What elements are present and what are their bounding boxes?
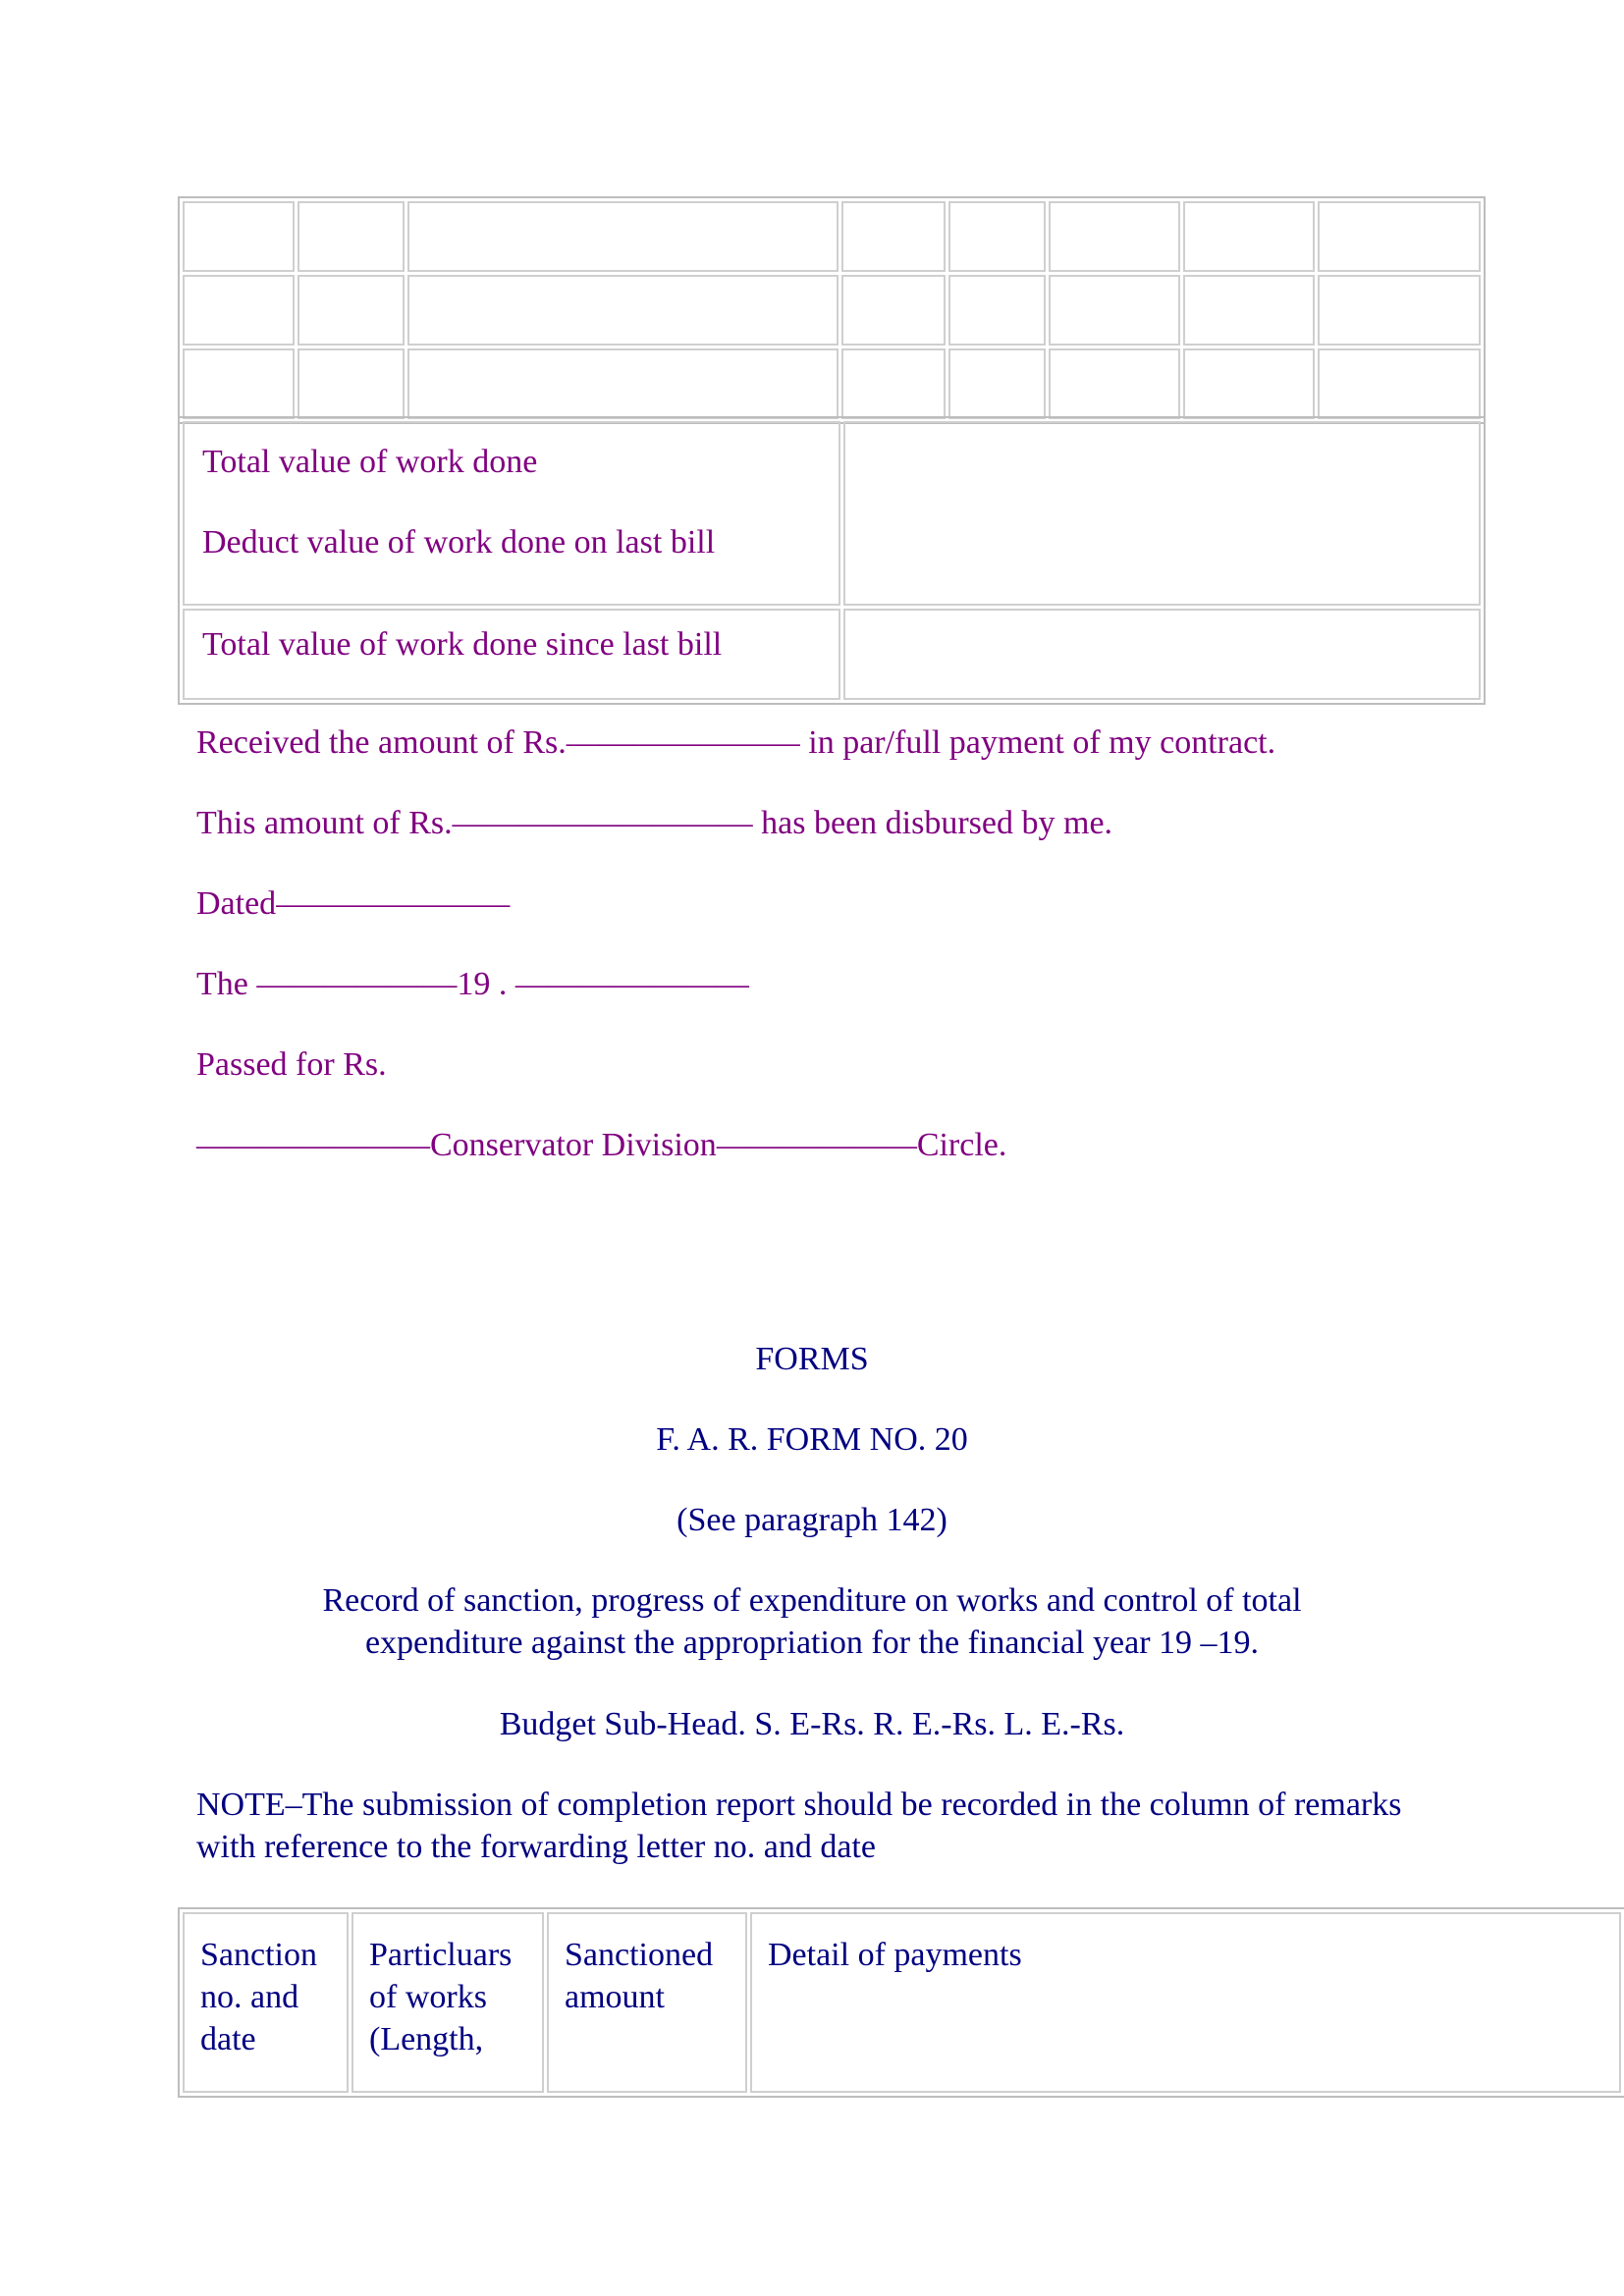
dated-label: Dated xyxy=(196,885,277,922)
amount-suffix: has been disbursed by me. xyxy=(752,805,1113,841)
the-year: 19 . xyxy=(457,966,515,1002)
deduct-value-label: Deduct value of work done on last bill xyxy=(202,524,716,561)
table-cell xyxy=(1318,348,1481,419)
table-cell xyxy=(1183,201,1315,272)
header-sanction-no: Sanction no. and date xyxy=(183,1912,349,2093)
table-cell xyxy=(298,348,405,419)
table-cell xyxy=(1049,201,1180,272)
table-cell xyxy=(1318,201,1481,272)
table-cell xyxy=(1049,275,1180,346)
record-table xyxy=(178,1907,1624,2098)
work-totals-table xyxy=(178,416,1486,705)
header-particulars: Particluars of works (Length, xyxy=(352,1912,544,2093)
received-prefix: Received the amount of Rs. xyxy=(196,724,567,761)
circle-text: Circle. xyxy=(916,1127,1007,1163)
table-cell xyxy=(948,348,1046,419)
header-sanctioned-amount: Sanctioned amount xyxy=(547,1912,747,2093)
table-cell xyxy=(407,275,839,346)
note-text: NOTE–The submission of completion report should be recorded in the column of remarks with reference to the forwarding letter no. and date xyxy=(196,1787,1402,1865)
table-cell xyxy=(183,275,295,346)
received-suffix: in par/full payment of my contract. xyxy=(799,724,1276,761)
table-row xyxy=(183,609,1481,700)
form-description-line-1: Record of sanction, progress of expenditure on works and control of total xyxy=(322,1582,1302,1619)
table-row xyxy=(183,421,1481,606)
conservator-line xyxy=(196,1126,1006,1165)
table-cell xyxy=(948,275,1046,346)
table-row xyxy=(183,201,1481,272)
table-cell xyxy=(1183,275,1315,346)
conservator-blank-1: ——————— xyxy=(196,1127,430,1163)
table-cell xyxy=(1318,275,1481,346)
work-done-value-cell xyxy=(843,421,1481,606)
table-cell xyxy=(407,348,839,419)
passed-for-line: Passed for Rs. xyxy=(196,1046,387,1083)
section-title: FORMS xyxy=(755,1341,869,1377)
table-cell xyxy=(1183,348,1315,419)
conservator-blank-2: —————— xyxy=(716,1127,917,1163)
total-since-last-value-cell xyxy=(843,609,1481,700)
form-number: F. A. R. FORM NO. 20 xyxy=(656,1421,968,1458)
table-cell xyxy=(841,201,946,272)
the-blank-2: ——————— xyxy=(514,966,749,1002)
table-cell xyxy=(1049,348,1180,419)
disbursed-amount-line xyxy=(196,804,1112,843)
table-cell xyxy=(407,201,839,272)
header-detail-of-payments: Detail of payments xyxy=(750,1912,1621,2093)
amount-prefix: This amount of Rs. xyxy=(196,805,453,841)
amount-blank: ————————— xyxy=(452,805,753,841)
work-done-labels xyxy=(183,421,840,606)
total-since-last-label: Total value of work done since last bill xyxy=(183,609,840,700)
table-cell xyxy=(841,348,946,419)
table-row xyxy=(183,275,1481,346)
the-date-line xyxy=(196,965,749,1004)
table-row xyxy=(183,348,1481,419)
the-blank-1: —————— xyxy=(256,966,458,1002)
table-row xyxy=(183,1912,1621,2093)
work-items-table xyxy=(178,196,1486,424)
table-cell xyxy=(298,275,405,346)
total-value-label: Total value of work done xyxy=(202,444,538,480)
form-description-line-2: expenditure against the appropriation for the financial year 19 –19. xyxy=(364,1625,1260,1661)
dated-blank: ——————— xyxy=(276,885,511,922)
table-cell xyxy=(298,201,405,272)
dated-line xyxy=(196,884,510,924)
received-blank: ——————— xyxy=(566,724,800,761)
table-cell xyxy=(841,275,946,346)
received-amount-line xyxy=(196,723,1275,763)
conservator-text: Conservator Division xyxy=(430,1127,717,1163)
budget-sub-head: Budget Sub-Head. S. E-Rs. R. E.-Rs. L. E.-Rs. xyxy=(499,1706,1125,1742)
the-label: The xyxy=(196,966,257,1002)
form-description xyxy=(0,1579,1624,1664)
table-cell xyxy=(183,348,295,419)
paragraph-reference: (See paragraph 142) xyxy=(677,1502,947,1538)
table-cell xyxy=(183,201,295,272)
table-cell xyxy=(948,201,1046,272)
